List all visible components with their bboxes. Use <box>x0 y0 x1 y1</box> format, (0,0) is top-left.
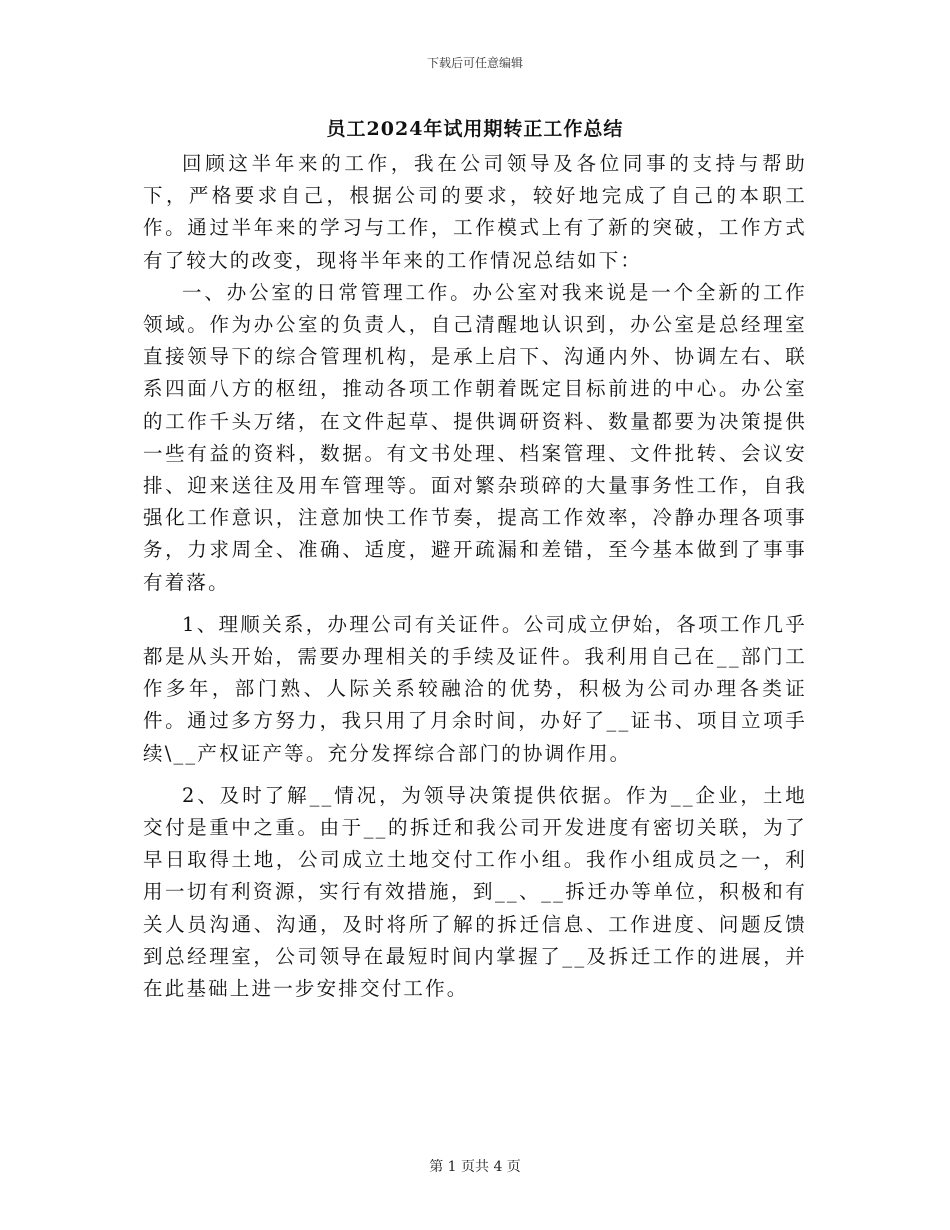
paragraph-item-1: 1、理顺关系，办理公司有关证件。公司成立伊始，各项工作几乎都是从头开始，需要办理相关的手续及证件。我利用自己在__部门工作多年，部门熟、人际关系较融洽的优势，积极为公司办理各类证件。通过多方努力，我只用了月余时间，办好了__证书、项目立项手续\__产权证产等。充分发挥综合部门的协调作用。 <box>143 612 807 765</box>
header-note: 下载后可任意编辑 <box>426 56 523 70</box>
paragraph-section-1: 一、办公室的日常管理工作。办公室对我来说是一个全新的工作领域。作为办公室的负责人，自己清醒地认识到，办公室是总经理室直接领导下的综合管理机构，是承上启下、沟通内外、协调左右、联系四面八方的枢纽，推动各项工作朝着既定目标前进的中心。办公室的工作千头万绪，在文件起草、提供调研资料、数量都要为决策提供一些有益的资料，数据。有文书处理、档案管理、文件批转、会议安排、迎来送往及用车管理等。面对繁杂琐碎的大量事务性工作，自我强化工作意识，注意加快工作节奏，提高工作效率，冷静办理各项事务，力求周全、准确、适度，避开疏漏和差错，至今基本做到了事事有着落。 <box>143 280 807 594</box>
paragraph-item-2: 2、及时了解__情况，为领导决策提供依据。作为__企业，土地交付是重中之重。由于__的拆迁和我公司开发进度有密切关联，为了早日取得土地，公司成立土地交付工作小组。我作小组成员之一，利用一切有利资源，实行有效措施，到__、__拆迁办等单位，积极和有关人员沟通、沟通，及时将所了解的拆迁信息、工作进度、问题反馈到总经理室，公司领导在最短时间内掌握了__及拆迁工作的进展，并在此基础上进一步安排交付工作。 <box>143 783 807 1001</box>
page-number: 第 1 页共 4 页 <box>429 1159 521 1175</box>
document-body <box>143 148 807 1005</box>
paragraph-intro: 回顾这半年来的工作，我在公司领导及各位同事的支持与帮助下，严格要求自己，根据公司的要求，较好地完成了自己的本职工作。通过半年来的学习与工作，工作模式上有了新的突破，工作方式有了较大的改变，现将半年来的工作情况总结如下： <box>143 152 807 272</box>
document-title: 员工2024年试用期转正工作总结 <box>326 118 624 140</box>
